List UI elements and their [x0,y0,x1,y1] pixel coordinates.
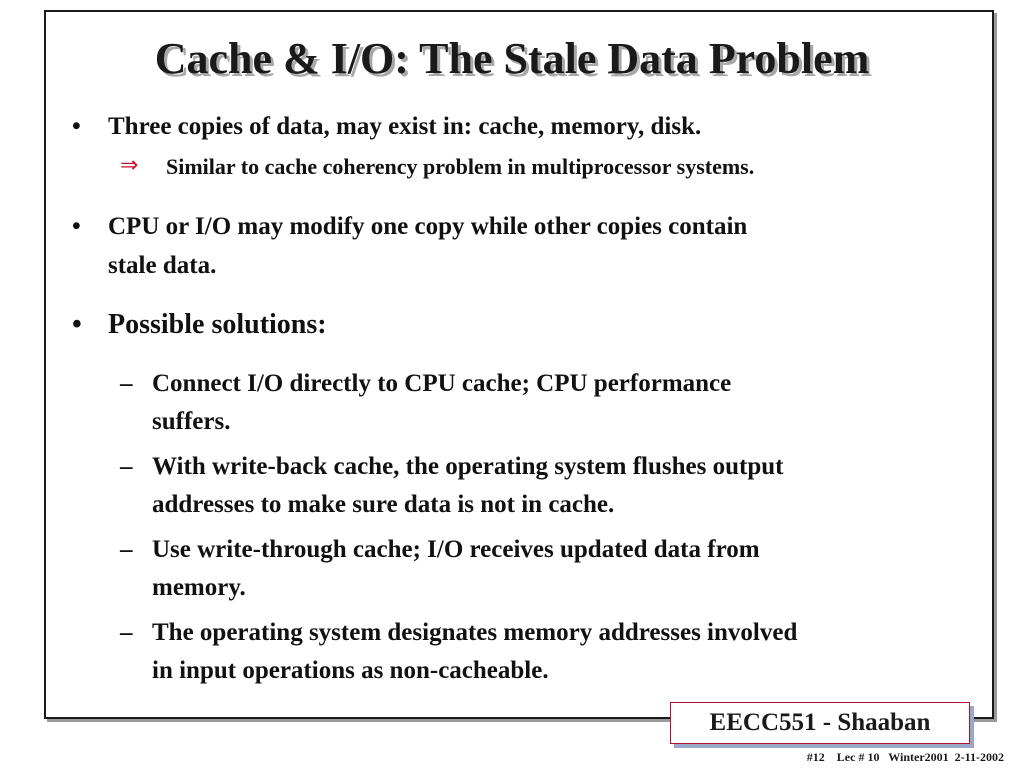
dash-marker: – [120,453,133,480]
course-brand-box [670,702,970,744]
dash-marker: – [120,619,133,646]
bullet-marker: • [72,113,81,140]
solution-2-line-1: With write-back cache, the operating system flushes output [152,453,784,480]
bullet-2-line-2: stale data. [108,252,217,279]
bullet-marker: • [72,309,82,340]
solution-1-line-1: Connect I/O directly to CPU cache; CPU performance [152,370,732,397]
bullet-3-text: Possible solutions: [108,309,327,340]
solution-2-line-2: addresses to make sure data is not in cache. [152,491,615,518]
solution-3-line-1: Use write-through cache; I/O receives updated data from [152,536,760,563]
course-brand-label: EECC551 - Shaaban [709,709,931,736]
solution-3-line-2: memory. [152,574,246,601]
bullet-1-subpoint: Similar to cache coherency problem in multiprocessor systems. [166,154,755,179]
slide-footer: #12 Lec # 10 Winter2001 2-11-2002 [806,750,1004,764]
solution-4-line-1: The operating system designates memory addresses involved [152,619,798,646]
solution-1-line-2: suffers. [152,408,231,435]
solution-4-line-2: in input operations as non-cacheable. [152,657,549,684]
bullet-marker: • [72,213,81,240]
dash-marker: – [120,536,133,563]
bullet-1-text: Three copies of data, may exist in: cache, memory, disk. [108,113,702,140]
implies-arrow-icon: ⇒ [120,153,139,178]
bullet-2-line-1: CPU or I/O may modify one copy while other copies contain [108,213,748,240]
dash-marker: – [120,370,133,397]
slide-title: Cache & I/O: The Stale Data Problem [154,34,870,83]
